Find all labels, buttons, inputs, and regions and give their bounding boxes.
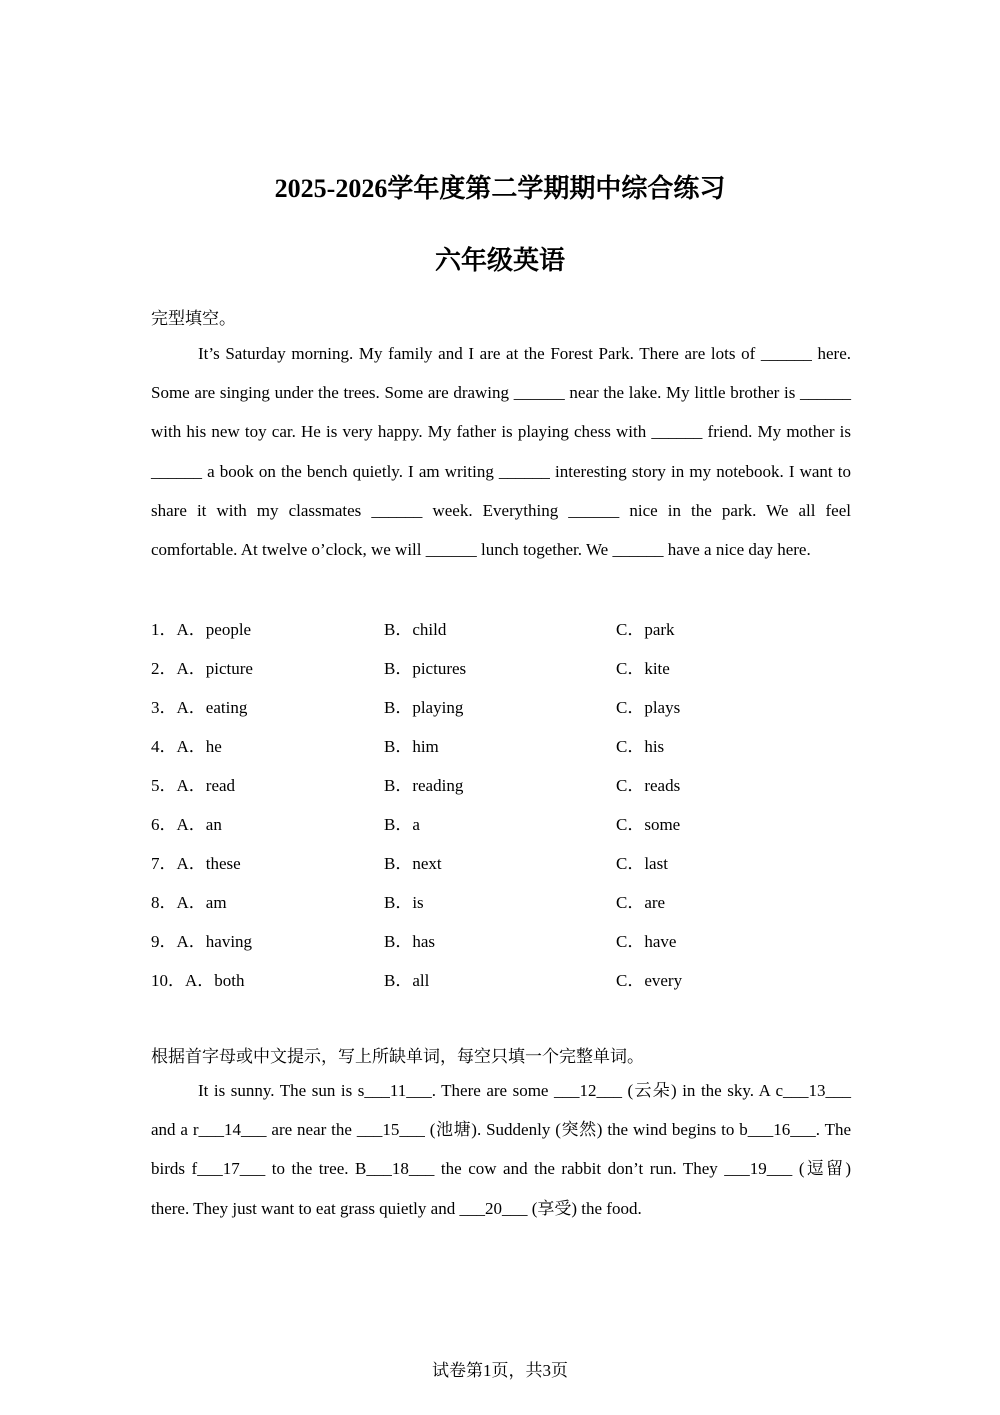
question-9-option-b: B．has bbox=[384, 932, 435, 951]
page-footer: 试卷第1页，共3页 bbox=[432, 1361, 568, 1380]
question-8-option-a: 8．A．am bbox=[151, 893, 227, 912]
question-8-option-b: B．is bbox=[384, 893, 424, 912]
question-8-option-c: C．are bbox=[616, 893, 666, 912]
question-7-option-a: 7．A．these bbox=[151, 854, 241, 873]
question-3-option-c: C．plays bbox=[616, 698, 681, 717]
question-4-option-c: C．his bbox=[616, 737, 665, 756]
question-10-option-a: 10．A．both bbox=[151, 971, 245, 990]
question-7-option-b: B．next bbox=[384, 854, 442, 873]
exam-subtitle: 六年级英语 bbox=[434, 246, 565, 275]
fill-in-passage: It is sunny. The sun is s___11___. There are some ___12___ (云朵) in the sky. A c___13___ and a r___14___ are near the ___15___ (池塘). Suddenly (突然) the wind begins to b___16___. The birds f___17___ to the tree. B___18___ the cow and the rabbit don’t run. They ___19___ (逗留) there. They just want to eat grass quietly and ___20___ (享受) the food. bbox=[151, 1081, 851, 1218]
cloze-passage: It’s Saturday morning. My family and I are at the Forest Park. There are lots of ______ here. Some are singing under the trees. Some are drawing ______ near the lake. My little brother is ______ with his new toy car. He is very happy. My father is playing chess with ______ friend. My mother is ______ a book on the bench quietly. I am writing ______ interesting story in my notebook. I want to share it with my classmates ______ week. Everything ______ nice in the park. We all feel comfortable. At twelve o’clock, we will ______ lunch together. We ______ have a nice day here. bbox=[151, 344, 851, 560]
question-10-option-c: C．every bbox=[616, 971, 683, 990]
section-heading-cloze: 完型填空。 bbox=[151, 309, 236, 329]
question-6-option-b: B．a bbox=[384, 815, 420, 834]
question-9-option-a: 9．A．having bbox=[151, 932, 253, 951]
question-5-option-c: C．reads bbox=[616, 776, 681, 795]
exam-title: 2025-2026学年度第二学期期中综合练习 bbox=[274, 174, 726, 203]
question-3-option-b: B．playing bbox=[384, 698, 464, 717]
question-7-option-c: C．last bbox=[616, 854, 668, 873]
question-4-option-b: B．him bbox=[384, 737, 439, 756]
question-1-option-c: C．park bbox=[616, 620, 675, 639]
question-1-option-a: 1．A．people bbox=[151, 620, 252, 639]
question-9-option-c: C．have bbox=[616, 932, 677, 951]
question-6-option-a: 6．A．an bbox=[151, 815, 222, 834]
question-1-option-b: B．child bbox=[384, 620, 447, 639]
question-4-option-a: 4．A．he bbox=[151, 737, 222, 756]
question-10-option-b: B．all bbox=[384, 971, 430, 990]
question-2-option-b: B．pictures bbox=[384, 659, 467, 678]
question-2-option-a: 2．A．picture bbox=[151, 659, 253, 678]
question-6-option-c: C．some bbox=[616, 815, 681, 834]
section-heading-fill-in: 根据首字母或中文提示，写上所缺单词，每空只填一个完整单词。 bbox=[151, 1047, 644, 1067]
question-5-option-b: B．reading bbox=[384, 776, 464, 795]
question-2-option-c: C．kite bbox=[616, 659, 670, 678]
question-3-option-a: 3．A．eating bbox=[151, 698, 248, 717]
question-5-option-a: 5．A．read bbox=[151, 776, 236, 795]
